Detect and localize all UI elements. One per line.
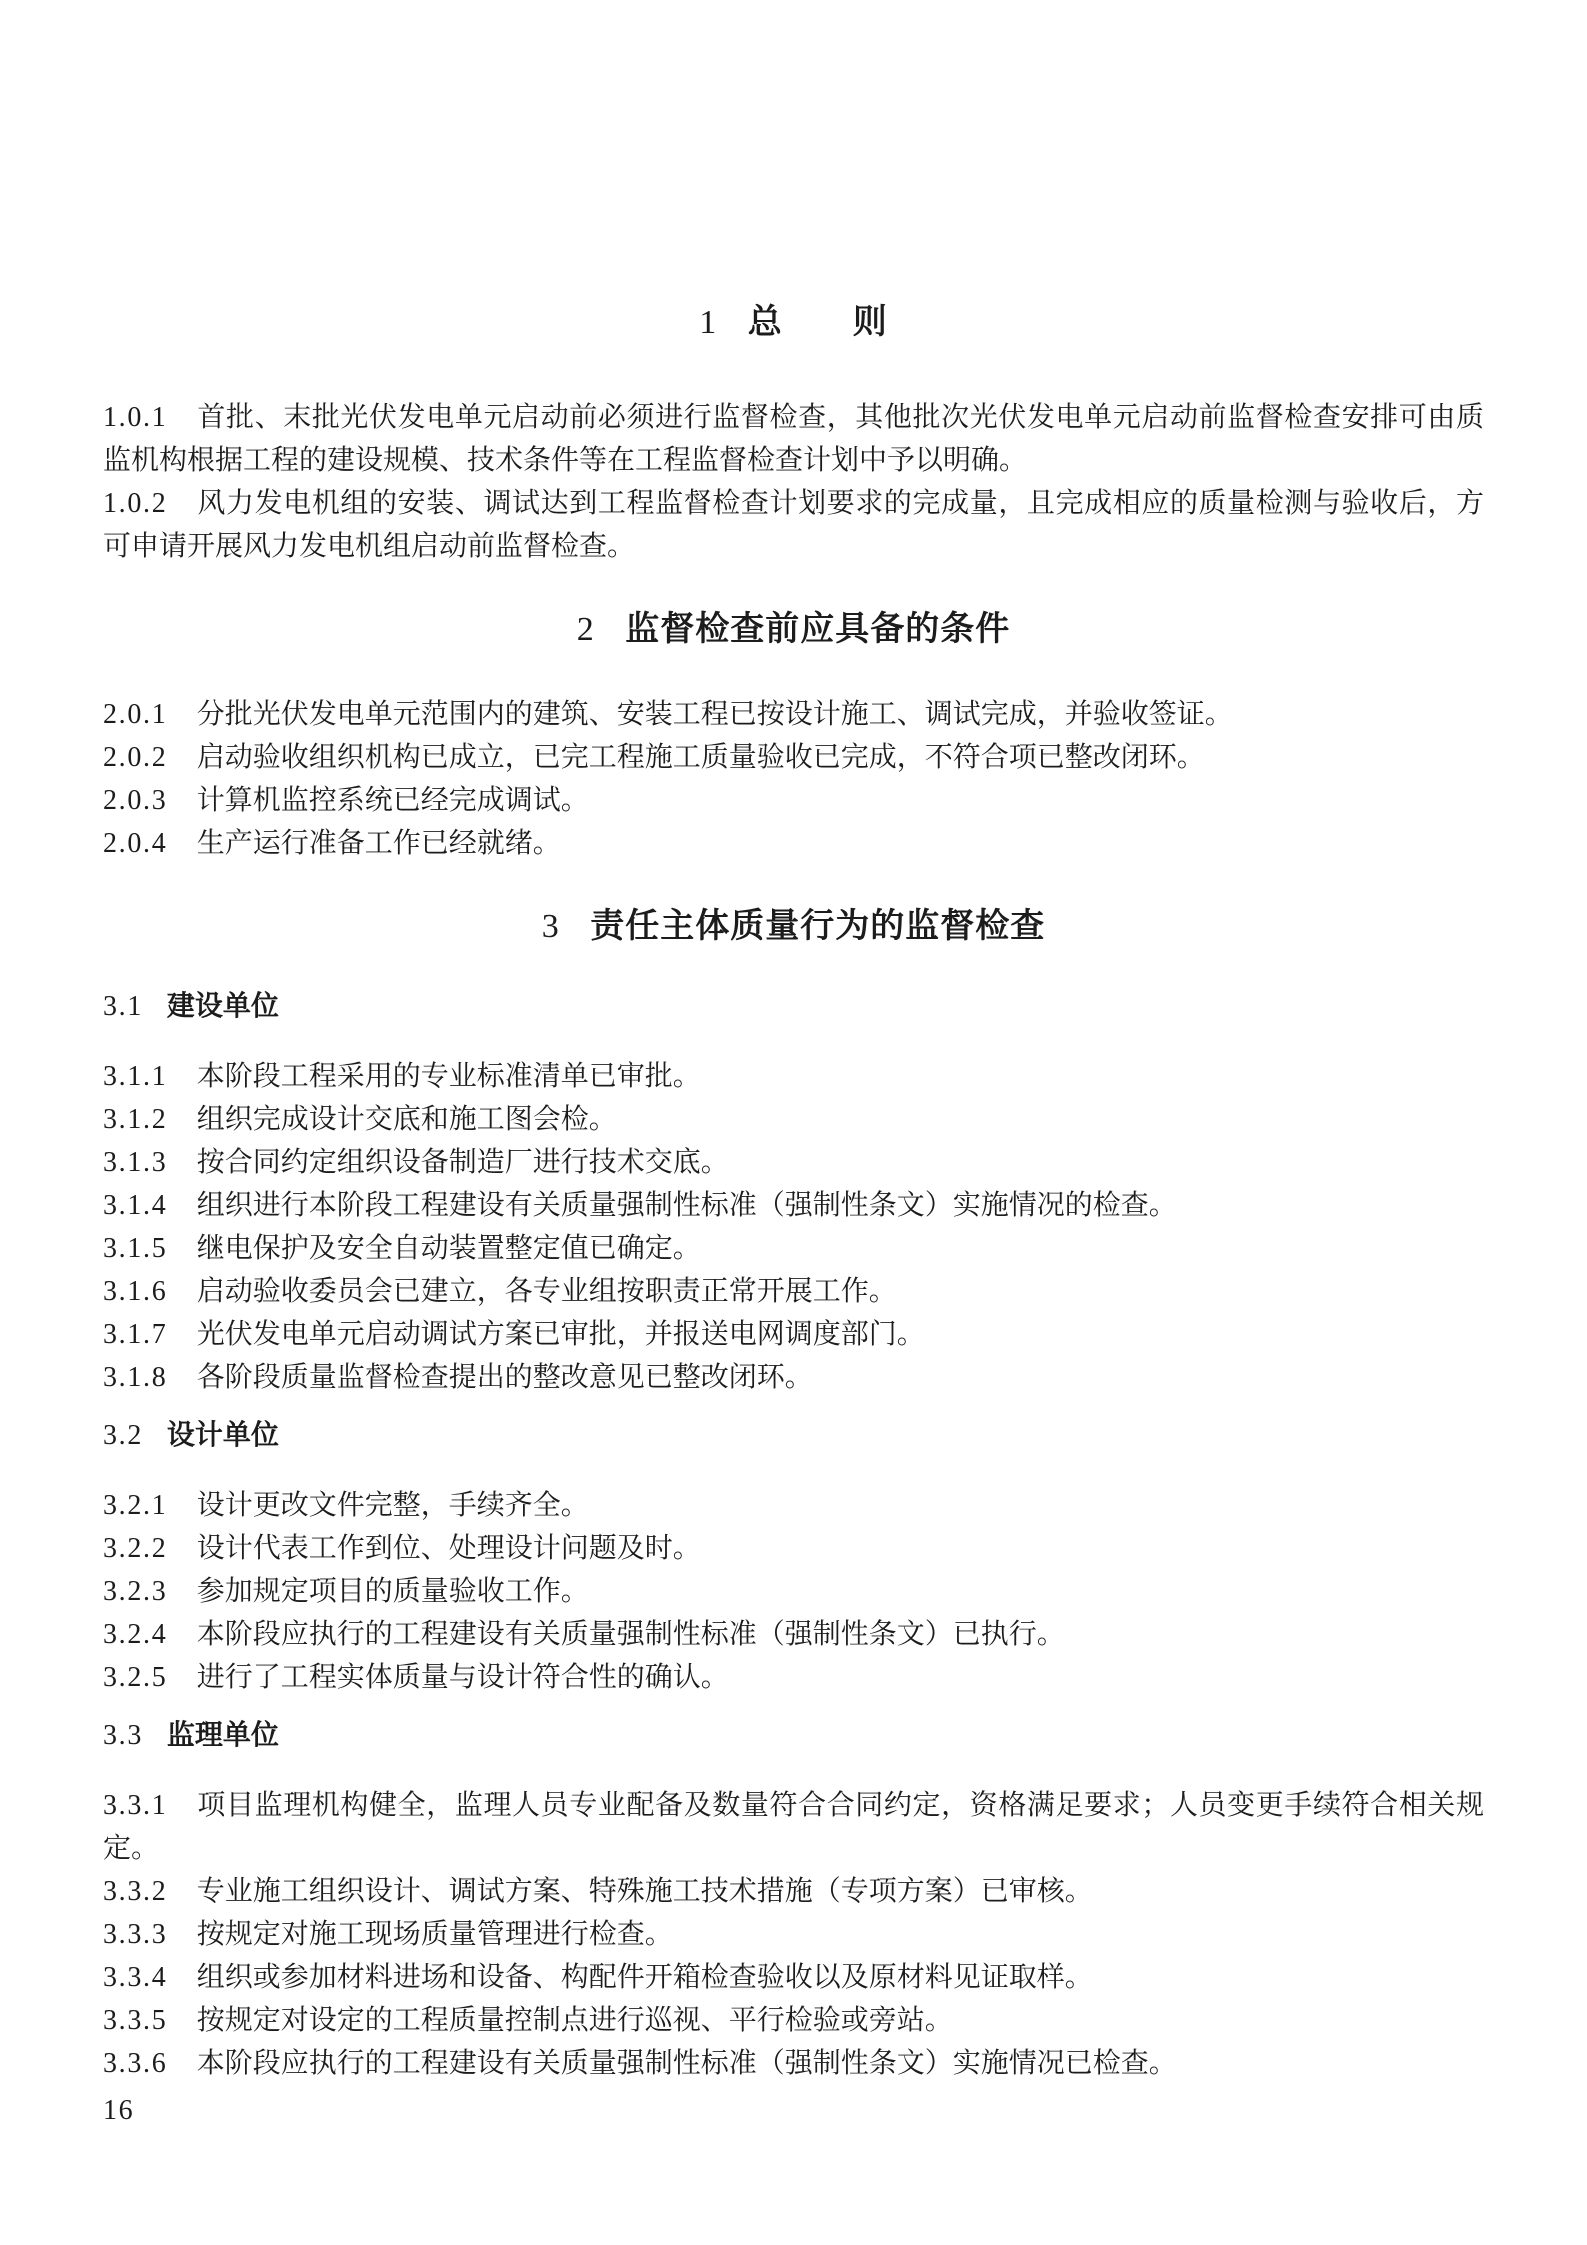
clause-text: 设计更改文件完整，手续齐全。 [196,1490,589,1521]
clause-number: 3.1.2 [103,1104,168,1135]
clause-text: 继电保护及安全自动装置整定值已确定。 [196,1233,701,1264]
clause-3.1.3 [103,1141,1484,1184]
clause-3.1.4 [103,1184,1484,1227]
clause-text: 分批光伏发电单元范围内的建筑、安装工程已按设计施工、调试完成，并验收签证。 [196,699,1233,730]
clause-number: 2.0.4 [103,828,168,859]
clause-3.1.6 [103,1270,1484,1313]
chapter-1-heading [103,303,1484,342]
clause-number: 3.3.5 [103,2005,168,2036]
clause-text: 设计代表工作到位、处理设计问题及时。 [196,1533,701,1564]
clause-text: 本阶段应执行的工程建设有关质量强制性标准（强制性条文）实施情况已检查。 [196,2048,1177,2079]
clause-3.3.3 [103,1913,1484,1956]
clause-number: 3.3.6 [103,2048,168,2079]
chapter-number: 3 [541,908,560,945]
chapter-number: 2 [576,611,595,648]
clause-number: 3.3.3 [103,1919,168,1950]
clause-text: 按合同约定组织设备制造厂进行技术交底。 [196,1147,729,1178]
clause-number: 3.3.1 [103,1790,168,1821]
clause-3.2.3 [103,1570,1484,1613]
clause-text: 启动验收委员会已建立，各专业组按职责正常开展工作。 [196,1276,897,1307]
clause-number: 3.1.4 [103,1190,168,1221]
clause-text: 组织进行本阶段工程建设有关质量强制性标准（强制性条文）实施情况的检查。 [196,1190,1177,1221]
chapter-number: 1 [699,304,718,341]
chapter-3-heading [103,907,1484,946]
clause-3.1.2 [103,1098,1484,1141]
clause-3.2.2 [103,1527,1484,1570]
clause-number: 3.1.7 [103,1319,168,1350]
clause-3.1.8 [103,1356,1484,1399]
clause-text: 生产运行准备工作已经就绪。 [196,828,561,859]
clause-text: 组织完成设计交底和施工图会检。 [196,1104,617,1135]
chapter-1-clauses [103,396,1484,568]
section-3-3-heading [103,1719,1484,1752]
clause-number: 3.2.4 [103,1619,168,1650]
clause-number: 2.0.1 [103,699,168,730]
clause-3.3.5 [103,1999,1484,2042]
section-3-1-clauses [103,1055,1484,1399]
clause-text: 进行了工程实体质量与设计符合性的确认。 [196,1662,729,1693]
clause-2.0.1 [103,693,1484,736]
clause-number: 3.3.2 [103,1876,168,1907]
clause-3.1.7 [103,1313,1484,1356]
clause-text: 本阶段工程采用的专业标准清单已审批。 [196,1061,701,1092]
clause-text: 专业施工组织设计、调试方案、特殊施工技术措施（专项方案）已审核。 [196,1876,1093,1907]
page-number: 16 [103,2095,135,2126]
chapter-title-text: 监督检查前应具备的条件 [625,610,1011,648]
clause-text: 计算机监控系统已经完成调试。 [196,785,589,816]
clause-2.0.4 [103,822,1484,865]
section-title-text: 监理单位 [166,1719,279,1750]
chapter-title-text: 总 则 [747,303,888,341]
clause-text: 按规定对施工现场质量管理进行检查。 [196,1919,673,1950]
chapter-2-clauses [103,693,1484,865]
section-3-1-heading [103,990,1484,1023]
clause-3.1.1 [103,1055,1484,1098]
clause-3.2.1 [103,1484,1484,1527]
clause-1.0.1 [103,396,1484,482]
clause-3.3.6 [103,2042,1484,2085]
clause-number: 2.0.3 [103,785,168,816]
clause-text: 参加规定项目的质量验收工作。 [196,1576,589,1607]
chapter-2-heading [103,610,1484,649]
clause-3.3.1 [103,1784,1484,1870]
clause-number: 3.2.3 [103,1576,168,1607]
clause-3.2.4 [103,1613,1484,1656]
section-3-3-clauses [103,1784,1484,2085]
clause-text: 风力发电机组的安装、调试达到工程监督检查计划要求的完成量，且完成相应的质量检测与验收后，方可申请开展风力发电机组启动前监督检查。 [103,488,1484,562]
clause-number: 2.0.2 [103,742,168,773]
section-number: 3.2 [103,1420,144,1451]
section-3-2-heading [103,1419,1484,1452]
clause-text: 项目监理机构健全，监理人员专业配备及数量符合合同约定，资格满足要求；人员变更手续符合相关规定。 [103,1790,1484,1864]
section-number: 3.3 [103,1720,144,1751]
clause-number: 1.0.2 [103,488,168,519]
clause-text: 光伏发电单元启动调试方案已审批，并报送电网调度部门。 [196,1319,925,1350]
clause-number: 3.3.4 [103,1962,168,1993]
clause-number: 3.1.8 [103,1362,168,1393]
clause-number: 3.2.2 [103,1533,168,1564]
section-title-text: 设计单位 [166,1419,279,1450]
section-number: 3.1 [103,991,144,1022]
clause-number: 3.1.5 [103,1233,168,1264]
clause-3.3.4 [103,1956,1484,1999]
clause-number: 3.2.5 [103,1662,168,1693]
chapter-title-text: 责任主体质量行为的监督检查 [590,907,1046,945]
clause-text: 启动验收组织机构已成立，已完工程施工质量验收已完成，不符合项已整改闭环。 [196,742,1205,773]
clause-text: 首批、末批光伏发电单元启动前必须进行监督检查，其他批次光伏发电单元启动前监督检查安排可由质监机构根据工程的建设规模、技术条件等在工程监督检查计划中予以明确。 [103,402,1484,476]
clause-number: 3.1.3 [103,1147,168,1178]
clause-1.0.2 [103,482,1484,568]
clause-3.1.5 [103,1227,1484,1270]
clause-text: 按规定对设定的工程质量控制点进行巡视、平行检验或旁站。 [196,2005,953,2036]
clause-number: 1.0.1 [103,402,168,433]
clause-text: 各阶段质量监督检查提出的整改意见已整改闭环。 [196,1362,813,1393]
clause-2.0.2 [103,736,1484,779]
section-title-text: 建设单位 [166,990,279,1021]
clause-number: 3.1.1 [103,1061,168,1092]
clause-3.2.5 [103,1656,1484,1699]
clause-3.3.2 [103,1870,1484,1913]
clause-number: 3.2.1 [103,1490,168,1521]
clause-text: 组织或参加材料进场和设备、构配件开箱检查验收以及原材料见证取样。 [196,1962,1093,1993]
section-3-2-clauses [103,1484,1484,1699]
clause-text: 本阶段应执行的工程建设有关质量强制性标准（强制性条文）已执行。 [196,1619,1065,1650]
clause-number: 3.1.6 [103,1276,168,1307]
clause-2.0.3 [103,779,1484,822]
